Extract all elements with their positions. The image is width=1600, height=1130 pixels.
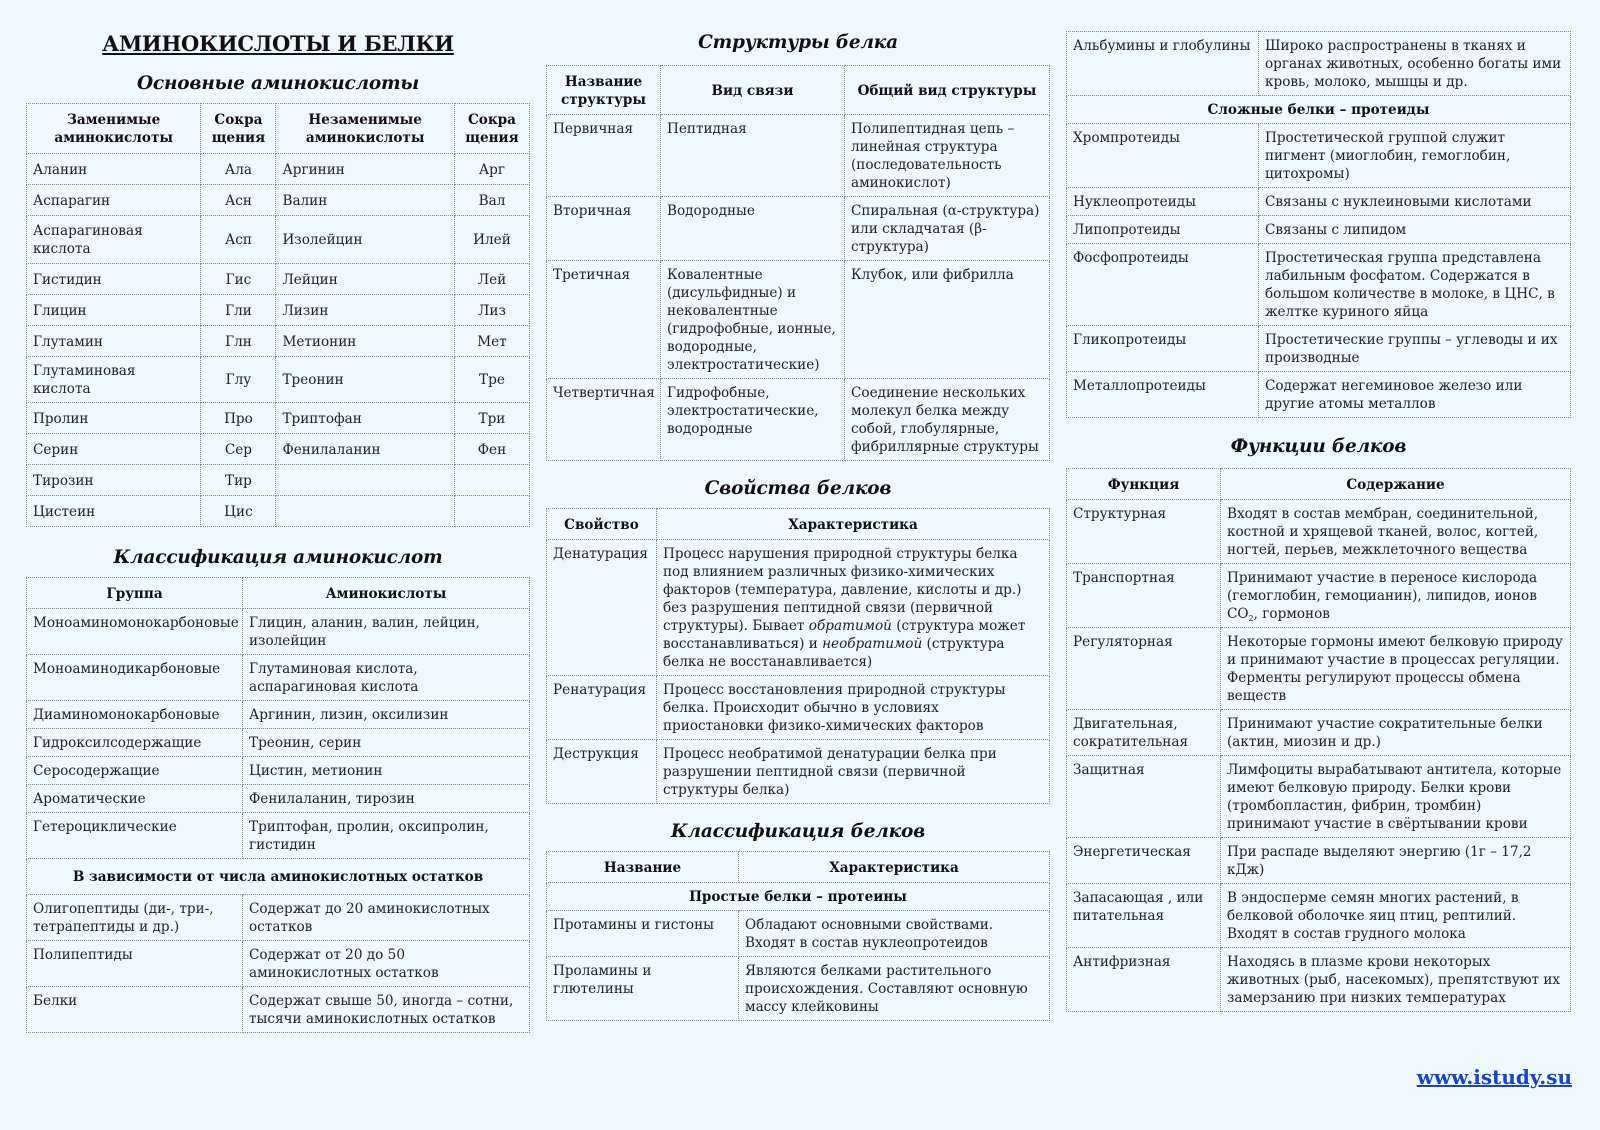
table-header-row: [27, 578, 530, 609]
amino-group-name: Моноаминомонокарбоновые: [27, 609, 243, 655]
replaceable-amino-acid: Гистидин: [27, 264, 201, 295]
table-row: [1067, 326, 1571, 372]
page-title: АМИНОКИСЛОТЫ И БЕЛКИ: [102, 31, 454, 56]
essential-abbreviation: Фен: [454, 434, 529, 465]
section-title-protein-functions: Функции белков: [1230, 436, 1407, 457]
description-text: Принимают участие сократительные белки (актин, миозин и др.): [1227, 716, 1543, 750]
amino-classification-table: [26, 577, 530, 1033]
column-header: Название структуры: [547, 66, 661, 115]
table-row: [547, 379, 1050, 461]
amino-group-members: Глутаминовая кислота, аспарагиновая кислота: [243, 655, 530, 701]
protein-class-description: Содержат негеминовое железо или другие атомы металлов: [1259, 372, 1571, 418]
table-row: [27, 785, 530, 813]
function-description: [1221, 628, 1571, 710]
amino-group-name: Ароматические: [27, 785, 243, 813]
essential-amino-acid: [276, 496, 454, 527]
replaceable-abbreviation: Цис: [201, 496, 276, 527]
function-description: [1221, 564, 1571, 628]
description-text: Лимфоциты вырабатывают антитела, которые имеют белковую природу. Белки крови (тромбопластин, фибрин, тромбин) принимают участие в свёртывании крови: [1227, 762, 1562, 832]
essential-amino-acid: Аргинин: [276, 154, 454, 185]
essential-abbreviation: [454, 496, 529, 527]
table-row: [27, 655, 530, 701]
table-row: [1067, 124, 1571, 188]
bond-type: Пептидная: [661, 115, 845, 197]
table-row: [1067, 188, 1571, 216]
emphasized-term: обратимой: [808, 618, 892, 634]
table-row: [1067, 372, 1571, 418]
function-description: [1221, 884, 1571, 948]
table-row: [27, 729, 530, 757]
peptide-description: Содержат от 20 до 50 аминокислотных остатков: [243, 941, 530, 987]
site-link[interactable]: www.istudy.su: [1416, 1065, 1572, 1089]
table-row: [547, 676, 1050, 740]
table-row: [547, 957, 1050, 1021]
essential-abbreviation: Мет: [454, 326, 529, 357]
function-description: [1221, 710, 1571, 756]
protein-class-description: Простетической группой служит пигмент (миоглобин, гемоглобин, цитохромы): [1259, 124, 1571, 188]
protein-class-name: Протамины и гистоны: [547, 911, 739, 957]
table-row: [27, 496, 530, 527]
replaceable-abbreviation: Про: [201, 403, 276, 434]
description-text: , гормонов: [1253, 606, 1330, 622]
table-row: [547, 740, 1050, 804]
replaceable-abbreviation: Асн: [201, 185, 276, 216]
protein-class-name: Проламины и глютелины: [547, 957, 739, 1021]
amino-group-name: Гетероциклические: [27, 813, 243, 859]
column-header: Сокра щения: [201, 104, 276, 154]
table-header-row: [547, 509, 1050, 540]
protein-class-name: Хромпротеиды: [1067, 124, 1259, 188]
table-row: [27, 434, 530, 465]
essential-amino-acid: Фенилаланин: [276, 434, 454, 465]
amino-group-members: Глицин, аланин, валин, лейцин, изолейцин: [243, 609, 530, 655]
column-left: [26, 0, 530, 1033]
structure-name: Первичная: [547, 115, 661, 197]
table-row: [1067, 216, 1571, 244]
structure-name: Третичная: [547, 261, 661, 379]
replaceable-abbreviation: Глу: [201, 357, 276, 403]
function-description: [1221, 838, 1571, 884]
peptide-type: Белки: [27, 987, 243, 1033]
essential-amino-acid: Триптофан: [276, 403, 454, 434]
table-row: [1067, 500, 1571, 564]
essential-amino-acid: [276, 465, 454, 496]
property-name: Денатурация: [547, 540, 657, 676]
essential-abbreviation: Лиз: [454, 295, 529, 326]
table-row: [27, 813, 530, 859]
table-row: [27, 264, 530, 295]
essential-amino-acid: Лизин: [276, 295, 454, 326]
replaceable-amino-acid: Аспарагин: [27, 185, 201, 216]
essential-abbreviation: Лей: [454, 264, 529, 295]
description-text: Некоторые гормоны имеют белковую природу и принимают участие в процессах регуляции. Ферменты регулируют процессы обмена веществ: [1227, 634, 1563, 704]
peptide-description: Содержат свыше 50, иногда – сотни, тысячи аминокислотных остатков: [243, 987, 530, 1033]
protein-class-name: Фосфопротеиды: [1067, 244, 1259, 326]
function-description: [1221, 500, 1571, 564]
property-description: [657, 540, 1050, 676]
structure-name: Вторичная: [547, 197, 661, 261]
essential-abbreviation: Три: [454, 403, 529, 434]
protein-class-name: Альбумины и глобулины: [1067, 32, 1259, 96]
table-row: [27, 701, 530, 729]
description-text: Процесс восстановления природной структуры белка. Происходит обычно в условиях приостановки физико-химических факторов: [663, 682, 1006, 734]
column-header: Характеристика: [657, 509, 1050, 540]
replaceable-amino-acid: Тирозин: [27, 465, 201, 496]
bond-type: Ковалентные (дисульфидные) и нековалентные (гидрофобные, ионные, водородные, электростатические): [661, 261, 845, 379]
replaceable-amino-acid: Аланин: [27, 154, 201, 185]
function-name: Регуляторная: [1067, 628, 1221, 710]
replaceable-abbreviation: Асп: [201, 216, 276, 264]
table-row: [27, 895, 530, 941]
section-title-protein-properties: Свойства белков: [704, 478, 892, 499]
protein-classification-continued-table: [1066, 31, 1571, 418]
protein-class-name: Нуклеопротеиды: [1067, 188, 1259, 216]
replaceable-abbreviation: Гис: [201, 264, 276, 295]
protein-class-description: Связаны с нуклеиновыми кислотами: [1259, 188, 1571, 216]
protein-class-description: Простетическая группа представлена лабильным фосфатом. Содержатся в большом количестве в молоке, в ЦНС, в желтке куриного яйца: [1259, 244, 1571, 326]
section-title-protein-classification: Классификация белков: [670, 821, 926, 842]
section-title-protein-structures: Структуры белка: [698, 32, 898, 53]
table-row: [1067, 32, 1571, 96]
table-row: [1067, 710, 1571, 756]
table-row: [547, 115, 1050, 197]
description-text: Процесс необратимой денатурации белка при разрушении пептидной связи (первичной структуры белка): [663, 746, 997, 798]
essential-amino-acid: Треонин: [276, 357, 454, 403]
amino-group-members: Триптофан, пролин, оксипролин, гистидин: [243, 813, 530, 859]
column-header: Незаменимые аминокислоты: [276, 104, 454, 154]
protein-classification-simple-table: [546, 851, 1050, 1021]
table-row: [27, 941, 530, 987]
essential-abbreviation: [454, 465, 529, 496]
table-row: [27, 403, 530, 434]
protein-class-description: Связаны с липидом: [1259, 216, 1571, 244]
bond-type: Гидрофобные, электростатические, водородные: [661, 379, 845, 461]
peptide-description: Содержат до 20 аминокислотных остатков: [243, 895, 530, 941]
table-header-row: [1067, 469, 1571, 500]
essential-abbreviation: Вал: [454, 185, 529, 216]
table-header-row: [547, 66, 1050, 115]
structure-description: Спиральная (α-структура) или складчатая (β-структура): [845, 197, 1050, 261]
protein-class-description: Широко распространены в тканях и органах животных, особенно богаты ими кровь, молоко, мышцы и др.: [1259, 32, 1571, 96]
description-text: Входят в состав мембран, соединительной, костной и хрящевой тканей, волос, когтей, ногтей, перьев, межклеточного вещества: [1227, 506, 1539, 558]
replaceable-amino-acid: Глицин: [27, 295, 201, 326]
table-row: [1067, 244, 1571, 326]
table-row: [27, 465, 530, 496]
table-row: [1067, 756, 1571, 838]
column-header: Аминокислоты: [243, 578, 530, 609]
subgroup-title: В зависимости от числа аминокислотных остатков: [27, 859, 530, 895]
description-text: Процесс нарушения природной структуры белка под влиянием различных физико-химических факторов (температура, давление, кислоты и др.) без разрушения пептидной связи (первичной структуры). Бывает: [663, 546, 1022, 634]
table-row: [1067, 884, 1571, 948]
property-name: Деструкция: [547, 740, 657, 804]
column-header: Свойство: [547, 509, 657, 540]
column-right: [1066, 0, 1571, 1012]
protein-functions-table: [1066, 468, 1571, 1012]
description-text: (структура белка не восстанавливается): [663, 636, 1005, 670]
essential-amino-acid: Изолейцин: [276, 216, 454, 264]
peptide-type: Олигопептиды (ди-, три-, тетрапептиды и др.): [27, 895, 243, 941]
column-header: Характеристика: [739, 852, 1050, 883]
protein-class-name: Металлопротеиды: [1067, 372, 1259, 418]
column-header: Вид связи: [661, 66, 845, 115]
property-name: Ренатурация: [547, 676, 657, 740]
protein-class-name: Липопротеиды: [1067, 216, 1259, 244]
column-middle: [546, 0, 1050, 1021]
replaceable-amino-acid: Аспарагиновая кислота: [27, 216, 201, 264]
column-header: Функция: [1067, 469, 1221, 500]
essential-amino-acid: Метионин: [276, 326, 454, 357]
structure-description: Соединение нескольких молекул белка между собой, глобулярные, фибриллярные структуры: [845, 379, 1050, 461]
structure-description: Полипептидная цепь – линейная структура (последовательность аминокислот): [845, 115, 1050, 197]
essential-abbreviation: Илей: [454, 216, 529, 264]
function-name: Структурная: [1067, 500, 1221, 564]
table-row: [1067, 628, 1571, 710]
function-name: Энергетическая: [1067, 838, 1221, 884]
section-title-amino-classification: Классификация аминокислот: [113, 547, 443, 568]
table-row: [27, 757, 530, 785]
table-row: [27, 295, 530, 326]
replaceable-abbreviation: Глн: [201, 326, 276, 357]
property-description: [657, 676, 1050, 740]
function-name: Защитная: [1067, 756, 1221, 838]
essential-amino-acid: Лейцин: [276, 264, 454, 295]
replaceable-amino-acid: Глутаминовая кислота: [27, 357, 201, 403]
table-row: [1067, 948, 1571, 1012]
table-row: [27, 609, 530, 655]
function-name: Запасающая , или питательная: [1067, 884, 1221, 948]
description-text: Находясь в плазме крови некоторых животных (рыб, насекомых), препятствуют их замерзанию при низких температурах: [1227, 954, 1561, 1006]
replaceable-amino-acid: Цистеин: [27, 496, 201, 527]
subscript: 2: [1248, 614, 1254, 623]
table-row: [27, 357, 530, 403]
description-text: В эндосперме семян многих растений, в белковой оболочке яиц птиц, рептилий. Входят в состав грудного молока: [1227, 890, 1519, 942]
column-header: Название: [547, 852, 739, 883]
function-name: Двигательная, сократительная: [1067, 710, 1221, 756]
amino-group-name: Гидроксилсодержащие: [27, 729, 243, 757]
table-row: [1067, 564, 1571, 628]
table-row: [27, 154, 530, 185]
table-row: [547, 540, 1050, 676]
description-text: (структура может восстанавливаться) и: [663, 618, 1026, 652]
emphasized-term: необратимой: [822, 636, 923, 652]
replaceable-amino-acid: Глутамин: [27, 326, 201, 357]
amino-group-name: Моноаминодикарбоновые: [27, 655, 243, 701]
complex-proteins-title: Сложные белки – протеиды: [1067, 96, 1571, 124]
essential-amino-acid: Валин: [276, 185, 454, 216]
column-header: Заменимые аминокислоты: [27, 104, 201, 154]
table-row: [27, 185, 530, 216]
bond-type: Водородные: [661, 197, 845, 261]
description-text: Принимают участие в переносе кислорода (гемоглобин, гемоцианин), липидов, ионов CO: [1227, 570, 1538, 622]
description-text: При распаде выделяют энергию (1г – 17,2 кДж): [1227, 844, 1532, 878]
protein-class-description: Обладают основными свойствами. Входят в состав нуклеопротеидов: [739, 911, 1050, 957]
amino-group-members: Аргинин, лизин, оксилизин: [243, 701, 530, 729]
protein-class-name: Гликопротеиды: [1067, 326, 1259, 372]
table-row: [27, 216, 530, 264]
column-header: Сокра щения: [454, 104, 529, 154]
essential-abbreviation: Тре: [454, 357, 529, 403]
column-header: Общий вид структуры: [845, 66, 1050, 115]
table-row: [27, 987, 530, 1033]
column-header: Группа: [27, 578, 243, 609]
function-name: Транспортная: [1067, 564, 1221, 628]
protein-class-description: Простетические группы – углеводы и их производные: [1259, 326, 1571, 372]
amino-group-members: Цистин, метионин: [243, 757, 530, 785]
table-header-row: [27, 104, 530, 154]
amino-group-name: Диаминомонокарбоновые: [27, 701, 243, 729]
table-row: [547, 261, 1050, 379]
replaceable-abbreviation: Гли: [201, 295, 276, 326]
replaceable-amino-acid: Серин: [27, 434, 201, 465]
simple-proteins-title: Простые белки – протеины: [547, 883, 1050, 911]
replaceable-abbreviation: Ала: [201, 154, 276, 185]
table-row: [1067, 838, 1571, 884]
subgroup-header-row: [27, 859, 530, 895]
column-header: Содержание: [1221, 469, 1571, 500]
protein-properties-table: [546, 508, 1050, 804]
table-header-row: [547, 852, 1050, 883]
protein-structures-table: [546, 65, 1050, 461]
replaceable-amino-acid: Пролин: [27, 403, 201, 434]
table-row: [547, 197, 1050, 261]
simple-proteins-header-row: [547, 883, 1050, 911]
amino-group-name: Серосодержащие: [27, 757, 243, 785]
amino-group-members: Фенилаланин, тирозин: [243, 785, 530, 813]
complex-proteins-header-row: [1067, 96, 1571, 124]
table-row: [547, 911, 1050, 957]
amino-group-members: Треонин, серин: [243, 729, 530, 757]
table-row: [27, 326, 530, 357]
basic-amino-acids-table: [26, 103, 530, 527]
function-name: Антифризная: [1067, 948, 1221, 1012]
replaceable-abbreviation: Тир: [201, 465, 276, 496]
function-description: [1221, 756, 1571, 838]
protein-class-description: Являются белками растительного происхождения. Составляют основную массу клейковины: [739, 957, 1050, 1021]
property-description: [657, 740, 1050, 804]
structure-description: Клубок, или фибрилла: [845, 261, 1050, 379]
replaceable-abbreviation: Сер: [201, 434, 276, 465]
structure-name: Четвертичная: [547, 379, 661, 461]
section-title-basic-amino-acids: Основные аминокислоты: [136, 73, 420, 94]
essential-abbreviation: Арг: [454, 154, 529, 185]
peptide-type: Полипептиды: [27, 941, 243, 987]
function-description: [1221, 948, 1571, 1012]
